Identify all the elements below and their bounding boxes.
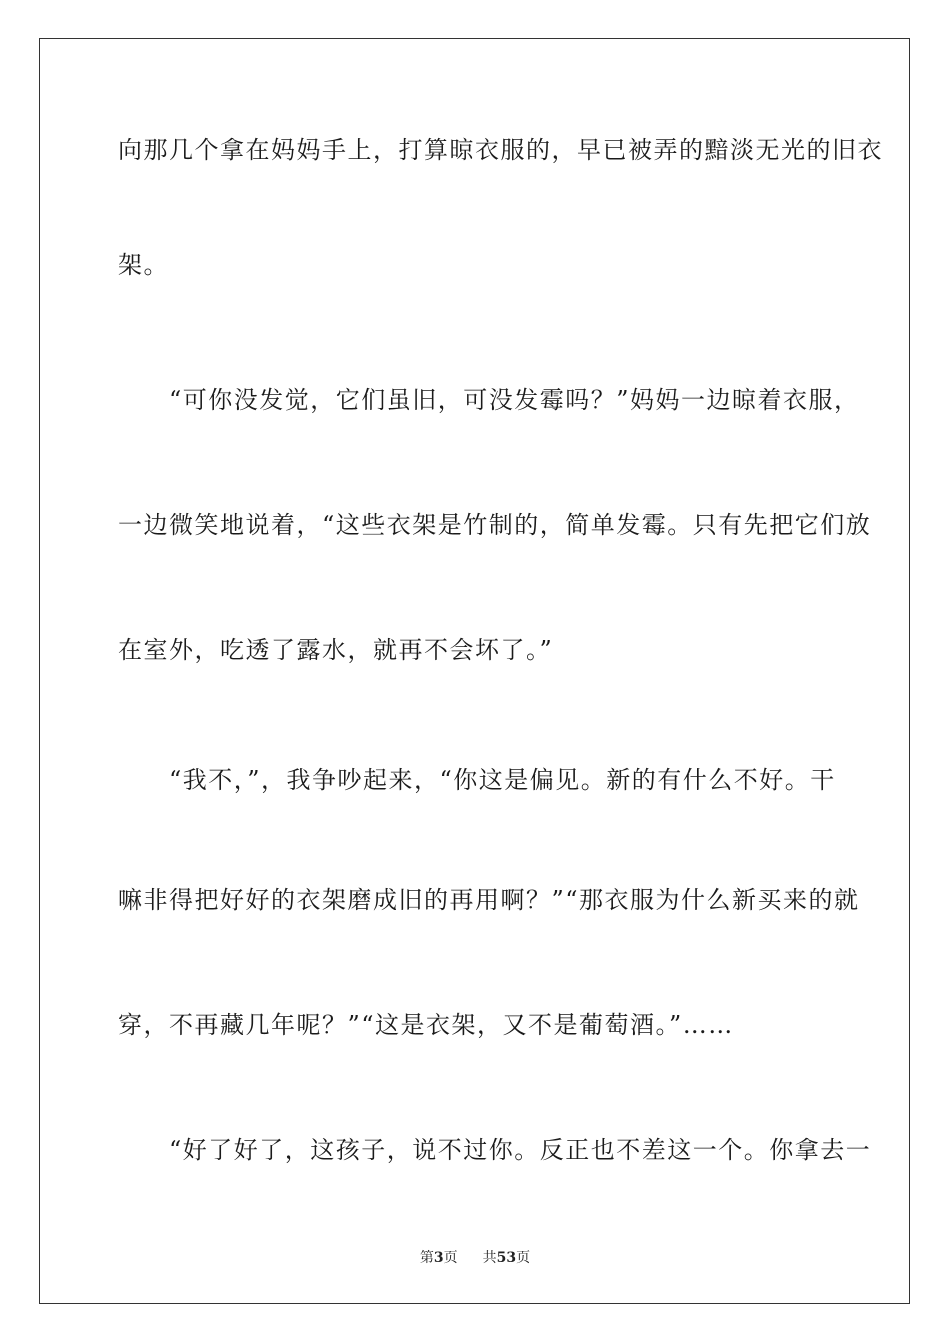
total-pages-indicator: [483, 1247, 530, 1267]
text-line: 一边微笑地说着，“这些衣架是竹制的，简单发霉。只有先把它们放: [118, 511, 872, 539]
text-line: 嘛非得把好好的衣架磨成旧的再用啊？”“那衣服为什么新买来的就: [118, 886, 860, 914]
total-suffix: 页: [516, 1250, 531, 1266]
text-line: 向那几个拿在妈妈手上，打算晾衣服的，早已被弄的黯淡无光的旧衣: [118, 136, 883, 164]
text-line: “我不，”，我争吵起来，“你这是偏见。新的有什么不好。干: [118, 766, 836, 794]
total-prefix: 共: [482, 1250, 497, 1266]
text-line: “可你没发觉，它们虽旧，可没发霉吗？”妈妈一边晾着衣服，: [118, 386, 860, 414]
page-prefix: 第: [419, 1250, 434, 1266]
page-number: 3: [433, 1250, 444, 1266]
page-border: [39, 38, 910, 1304]
page-indicator: [420, 1247, 458, 1267]
text-line: “好了好了，这孩子，说不过你。反正也不差这一个。你拿去一: [118, 1136, 872, 1164]
page-suffix: 页: [443, 1250, 458, 1266]
text-line: 穿，不再藏几年呢？”“这是衣架，又不是葡萄酒。”……: [118, 1011, 734, 1039]
text-line: 架。: [118, 251, 169, 279]
text-line: 在室外，吃透了露水，就再不会坏了。”: [118, 636, 554, 664]
total-page-number: 53: [496, 1250, 517, 1266]
page-footer: [0, 1247, 950, 1267]
